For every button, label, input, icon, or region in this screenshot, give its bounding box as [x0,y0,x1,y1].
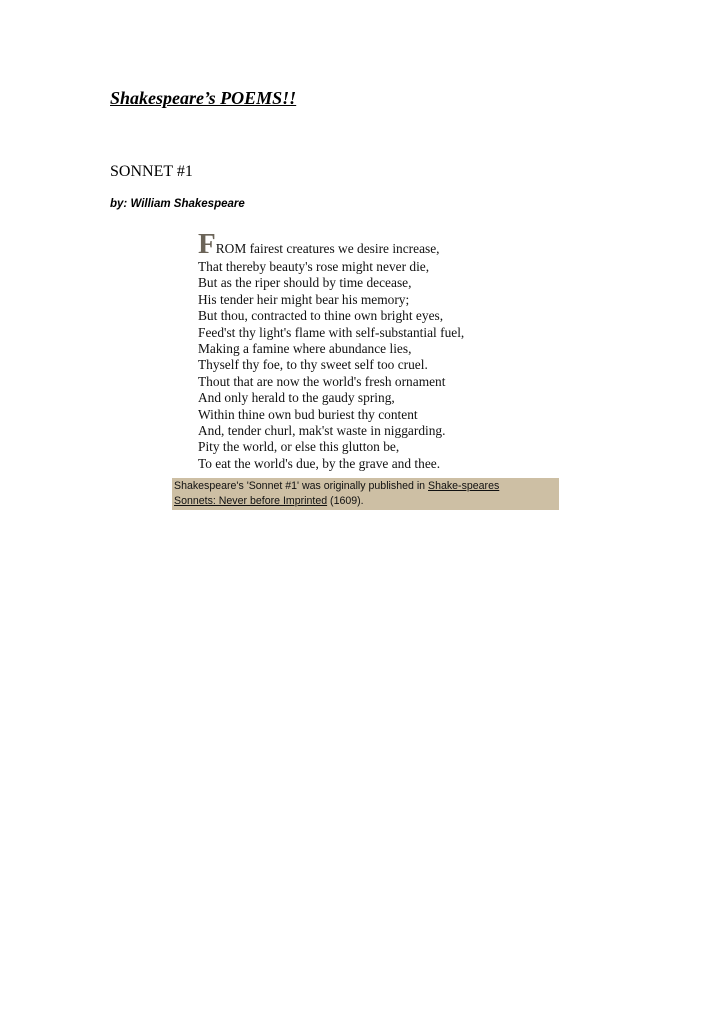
shake-speares-link[interactable]: Shake-speares [428,480,500,492]
sonnet-heading: SONNET #1 [110,163,193,180]
publication-note [172,478,559,510]
note-date-text: (1609). [327,495,364,507]
poem-line: But thou, contracted to thine own bright eyes, [198,308,444,324]
poem-line: Within thine own bud buriest thy content [198,406,418,422]
publication-note-line-1 [174,479,559,494]
poem-line: Feed'st thy light's flame with self-substantial fuel, [198,324,465,340]
first-line-text: ROM fairest creatures we desire increase, [215,241,440,256]
drop-cap: F [198,228,216,260]
publication-note-line-2 [174,494,559,509]
poem-line: To eat the world's due, by the grave and thee. [198,455,441,471]
poem-line: Thout that are now the world's fresh ornament [198,373,446,389]
poem-line: And, tender churl, mak'st waste in niggarding. [198,422,446,438]
poem-line: That thereby beauty's rose might never die, [198,259,430,274]
poem-line: But as the riper should by time decease, [198,275,412,291]
page-title: Shakespeare’s POEMS!! [110,88,297,108]
poem-line: Pity the world, or else this glutton be, [198,439,400,455]
sonnets-imprinted-link[interactable]: Sonnets: Never before Imprinted [174,495,328,507]
poem-line: And only herald to the gaudy spring, [198,390,395,406]
poem-body [198,230,464,472]
poem-line: His tender heir might bear his memory; [198,291,410,307]
poem-line-1 [198,230,464,259]
poem-line: Thyself thy foe, to thy sweet self too cruel. [198,357,428,373]
note-text: Shakespeare's 'Sonnet #1' was originally published in [174,480,429,492]
author-byline: by: William Shakespeare [110,198,245,210]
poem-line: Making a famine where abundance lies, [198,340,412,356]
